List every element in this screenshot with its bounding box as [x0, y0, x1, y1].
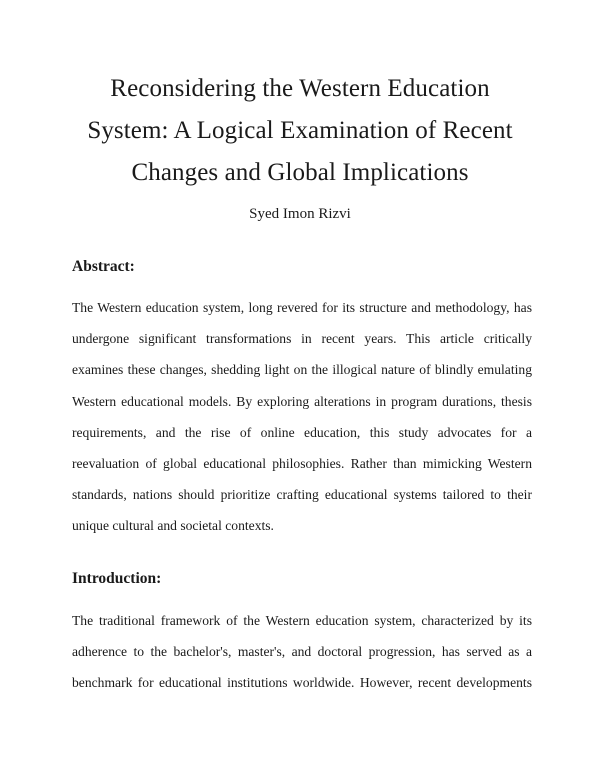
author-name: Syed Imon Rizvi — [249, 206, 351, 222]
abstract-line: reevaluation of global educational philosophies. Rather than mimicking Western — [72, 456, 532, 472]
introduction-line: adherence to the bachelor's, master's, and doctoral progression, has served as a — [72, 644, 532, 660]
abstract-line: The Western education system, long revered for its structure and methodology, has — [72, 300, 532, 315]
abstract-paragraph — [72, 292, 532, 542]
introduction-paragraph — [72, 605, 532, 699]
abstract-heading: Abstract: — [72, 258, 135, 275]
abstract-line: Western educational models. By exploring alterations in program durations, thesis — [72, 393, 532, 409]
abstract-line: examines these changes, shedding light on the illogical nature of blindly emulating — [72, 362, 532, 378]
title-line: Reconsidering the Western Education — [110, 75, 490, 102]
title-line: System: A Logical Examination of Recent — [87, 117, 513, 144]
abstract-line: requirements, and the rise of online education, this study advocates for a — [72, 424, 532, 440]
abstract-line: standards, nations should prioritize crafting educational systems tailored to their — [72, 487, 532, 503]
abstract-line: unique cultural and societal contexts. — [72, 518, 274, 534]
introduction-line: benchmark for educational institutions worldwide. However, recent developments — [72, 675, 532, 691]
introduction-heading: Introduction: — [72, 570, 162, 587]
abstract-line: undergone significant transformations in recent years. This article critically — [72, 331, 532, 347]
paper-title — [60, 68, 540, 194]
introduction-line: The traditional framework of the Western education system, characterized by its — [72, 613, 532, 628]
title-line: Changes and Global Implications — [131, 159, 469, 186]
